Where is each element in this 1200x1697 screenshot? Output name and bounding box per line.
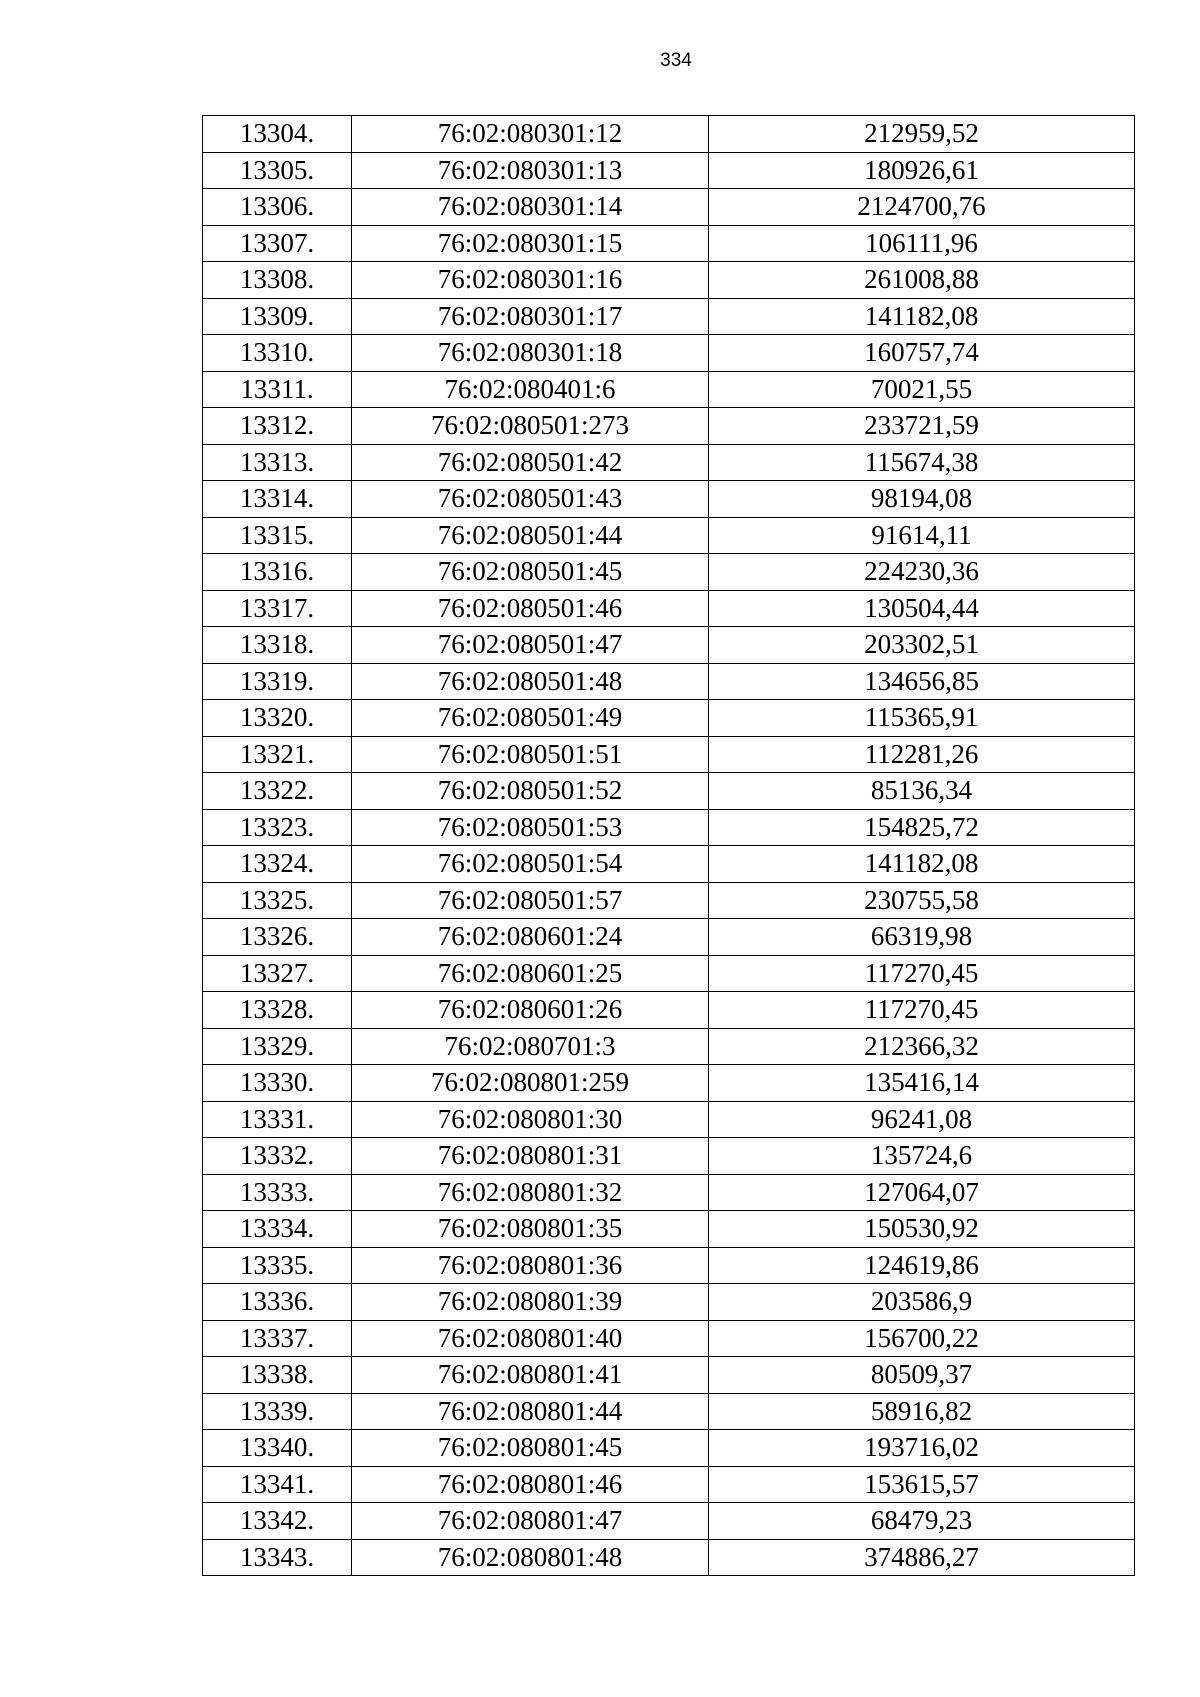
value-cell: 127064,07 — [709, 1174, 1135, 1211]
row-number-cell: 13335. — [203, 1247, 352, 1284]
row-number-cell: 13336. — [203, 1284, 352, 1321]
value-cell: 203302,51 — [709, 627, 1135, 664]
row-number-cell: 13331. — [203, 1101, 352, 1138]
cadastral-number-cell: 76:02:080801:35 — [352, 1211, 709, 1248]
row-number-cell: 13337. — [203, 1320, 352, 1357]
row-number-cell: 13342. — [203, 1503, 352, 1540]
table-row — [203, 481, 1135, 518]
cadastral-number-cell: 76:02:080801:40 — [352, 1320, 709, 1357]
cadastral-number-cell: 76:02:080701:3 — [352, 1028, 709, 1065]
cadastral-number-cell: 76:02:080801:44 — [352, 1393, 709, 1430]
value-cell: 261008,88 — [709, 262, 1135, 299]
value-cell: 134656,85 — [709, 663, 1135, 700]
row-number-cell: 13314. — [203, 481, 352, 518]
table-row — [203, 590, 1135, 627]
table-row — [203, 1174, 1135, 1211]
table-row — [203, 1138, 1135, 1175]
cadastral-number-cell: 76:02:080801:259 — [352, 1065, 709, 1102]
value-cell: 117270,45 — [709, 955, 1135, 992]
row-number-cell: 13338. — [203, 1357, 352, 1394]
cadastral-number-cell: 76:02:080501:53 — [352, 809, 709, 846]
row-number-cell: 13309. — [203, 298, 352, 335]
cadastral-number-cell: 76:02:080601:25 — [352, 955, 709, 992]
cadastral-number-cell: 76:02:080801:47 — [352, 1503, 709, 1540]
cadastral-number-cell: 76:02:080301:18 — [352, 335, 709, 372]
cadastral-number-cell: 76:02:080501:51 — [352, 736, 709, 773]
value-cell: 66319,98 — [709, 919, 1135, 956]
table-row — [203, 152, 1135, 189]
table-row — [203, 627, 1135, 664]
table-row — [203, 1430, 1135, 1467]
table-row — [203, 1320, 1135, 1357]
value-cell: 85136,34 — [709, 773, 1135, 810]
cadastral-number-cell: 76:02:080301:12 — [352, 116, 709, 153]
cadastral-value-table — [202, 115, 1135, 1576]
value-cell: 212959,52 — [709, 116, 1135, 153]
value-cell: 233721,59 — [709, 408, 1135, 445]
table-row — [203, 189, 1135, 226]
value-cell: 180926,61 — [709, 152, 1135, 189]
value-cell: 156700,22 — [709, 1320, 1135, 1357]
value-cell: 224230,36 — [709, 554, 1135, 591]
row-number-cell: 13312. — [203, 408, 352, 445]
table-row — [203, 1247, 1135, 1284]
cadastral-number-cell: 76:02:080801:48 — [352, 1539, 709, 1576]
cadastral-number-cell: 76:02:080501:46 — [352, 590, 709, 627]
cadastral-number-cell: 76:02:080501:52 — [352, 773, 709, 810]
table-row — [203, 116, 1135, 153]
value-cell: 212366,32 — [709, 1028, 1135, 1065]
table-row — [203, 298, 1135, 335]
table-row — [203, 1466, 1135, 1503]
row-number-cell: 13341. — [203, 1466, 352, 1503]
table-row — [203, 1393, 1135, 1430]
row-number-cell: 13316. — [203, 554, 352, 591]
table-row — [203, 663, 1135, 700]
cadastral-number-cell: 76:02:080801:30 — [352, 1101, 709, 1138]
cadastral-number-cell: 76:02:080501:273 — [352, 408, 709, 445]
table-row — [203, 335, 1135, 372]
row-number-cell: 13329. — [203, 1028, 352, 1065]
table-row — [203, 919, 1135, 956]
row-number-cell: 13315. — [203, 517, 352, 554]
table-row — [203, 1503, 1135, 1540]
cadastral-number-cell: 76:02:080801:32 — [352, 1174, 709, 1211]
value-cell: 96241,08 — [709, 1101, 1135, 1138]
cadastral-number-cell: 76:02:080501:43 — [352, 481, 709, 518]
cadastral-number-cell: 76:02:080801:45 — [352, 1430, 709, 1467]
value-cell: 70021,55 — [709, 371, 1135, 408]
cadastral-number-cell: 76:02:080301:14 — [352, 189, 709, 226]
row-number-cell: 13332. — [203, 1138, 352, 1175]
value-cell: 115674,38 — [709, 444, 1135, 481]
row-number-cell: 13304. — [203, 116, 352, 153]
table-row — [203, 1539, 1135, 1576]
row-number-cell: 13308. — [203, 262, 352, 299]
table-row — [203, 1211, 1135, 1248]
row-number-cell: 13319. — [203, 663, 352, 700]
value-cell: 98194,08 — [709, 481, 1135, 518]
table-row — [203, 1065, 1135, 1102]
value-cell: 80509,37 — [709, 1357, 1135, 1394]
row-number-cell: 13328. — [203, 992, 352, 1029]
value-cell: 91614,11 — [709, 517, 1135, 554]
value-cell: 106111,96 — [709, 225, 1135, 262]
value-cell: 2124700,76 — [709, 189, 1135, 226]
value-cell: 141182,08 — [709, 846, 1135, 883]
row-number-cell: 13325. — [203, 882, 352, 919]
value-cell: 135416,14 — [709, 1065, 1135, 1102]
value-cell: 141182,08 — [709, 298, 1135, 335]
value-cell: 153615,57 — [709, 1466, 1135, 1503]
table-row — [203, 262, 1135, 299]
table-row — [203, 1357, 1135, 1394]
row-number-cell: 13334. — [203, 1211, 352, 1248]
row-number-cell: 13323. — [203, 809, 352, 846]
row-number-cell: 13322. — [203, 773, 352, 810]
value-cell: 154825,72 — [709, 809, 1135, 846]
table-row — [203, 1284, 1135, 1321]
value-cell: 124619,86 — [709, 1247, 1135, 1284]
value-cell: 68479,23 — [709, 1503, 1135, 1540]
row-number-cell: 13326. — [203, 919, 352, 956]
row-number-cell: 13311. — [203, 371, 352, 408]
cadastral-number-cell: 76:02:080801:39 — [352, 1284, 709, 1321]
table-row — [203, 371, 1135, 408]
value-cell: 135724,6 — [709, 1138, 1135, 1175]
cadastral-number-cell: 76:02:080501:57 — [352, 882, 709, 919]
table-row — [203, 1028, 1135, 1065]
table-row — [203, 809, 1135, 846]
table-row — [203, 992, 1135, 1029]
cadastral-number-cell: 76:02:080801:41 — [352, 1357, 709, 1394]
table-row — [203, 846, 1135, 883]
value-cell: 374886,27 — [709, 1539, 1135, 1576]
table-row — [203, 517, 1135, 554]
cadastral-number-cell: 76:02:080801:46 — [352, 1466, 709, 1503]
row-number-cell: 13317. — [203, 590, 352, 627]
row-number-cell: 13321. — [203, 736, 352, 773]
cadastral-number-cell: 76:02:080801:31 — [352, 1138, 709, 1175]
cadastral-number-cell: 76:02:080501:42 — [352, 444, 709, 481]
row-number-cell: 13324. — [203, 846, 352, 883]
row-number-cell: 13340. — [203, 1430, 352, 1467]
table-row — [203, 700, 1135, 737]
cadastral-number-cell: 76:02:080501:47 — [352, 627, 709, 664]
cadastral-number-cell: 76:02:080501:48 — [352, 663, 709, 700]
table-row — [203, 444, 1135, 481]
value-cell: 130504,44 — [709, 590, 1135, 627]
row-number-cell: 13343. — [203, 1539, 352, 1576]
row-number-cell: 13306. — [203, 189, 352, 226]
table-row — [203, 1101, 1135, 1138]
value-cell: 117270,45 — [709, 992, 1135, 1029]
table-row — [203, 554, 1135, 591]
cadastral-number-cell: 76:02:080501:44 — [352, 517, 709, 554]
cadastral-number-cell: 76:02:080601:24 — [352, 919, 709, 956]
row-number-cell: 13333. — [203, 1174, 352, 1211]
table-row — [203, 408, 1135, 445]
row-number-cell: 13307. — [203, 225, 352, 262]
cadastral-number-cell: 76:02:080301:17 — [352, 298, 709, 335]
cadastral-number-cell: 76:02:080401:6 — [352, 371, 709, 408]
cadastral-number-cell: 76:02:080601:26 — [352, 992, 709, 1029]
cadastral-number-cell: 76:02:080501:49 — [352, 700, 709, 737]
cadastral-number-cell: 76:02:080501:54 — [352, 846, 709, 883]
cadastral-number-cell: 76:02:080301:15 — [352, 225, 709, 262]
row-number-cell: 13327. — [203, 955, 352, 992]
row-number-cell: 13330. — [203, 1065, 352, 1102]
table-row — [203, 225, 1135, 262]
value-cell: 160757,74 — [709, 335, 1135, 372]
row-number-cell: 13305. — [203, 152, 352, 189]
value-cell: 150530,92 — [709, 1211, 1135, 1248]
table-body — [203, 116, 1135, 1576]
cadastral-number-cell: 76:02:080801:36 — [352, 1247, 709, 1284]
value-cell: 115365,91 — [709, 700, 1135, 737]
table-row — [203, 773, 1135, 810]
page-number: 334 — [660, 50, 692, 71]
row-number-cell: 13310. — [203, 335, 352, 372]
value-cell: 230755,58 — [709, 882, 1135, 919]
cadastral-number-cell: 76:02:080301:16 — [352, 262, 709, 299]
table-row — [203, 882, 1135, 919]
row-number-cell: 13339. — [203, 1393, 352, 1430]
value-cell: 193716,02 — [709, 1430, 1135, 1467]
cadastral-number-cell: 76:02:080301:13 — [352, 152, 709, 189]
value-cell: 112281,26 — [709, 736, 1135, 773]
value-cell: 58916,82 — [709, 1393, 1135, 1430]
row-number-cell: 13313. — [203, 444, 352, 481]
cadastral-number-cell: 76:02:080501:45 — [352, 554, 709, 591]
row-number-cell: 13318. — [203, 627, 352, 664]
table-row — [203, 955, 1135, 992]
row-number-cell: 13320. — [203, 700, 352, 737]
value-cell: 203586,9 — [709, 1284, 1135, 1321]
table-row — [203, 736, 1135, 773]
